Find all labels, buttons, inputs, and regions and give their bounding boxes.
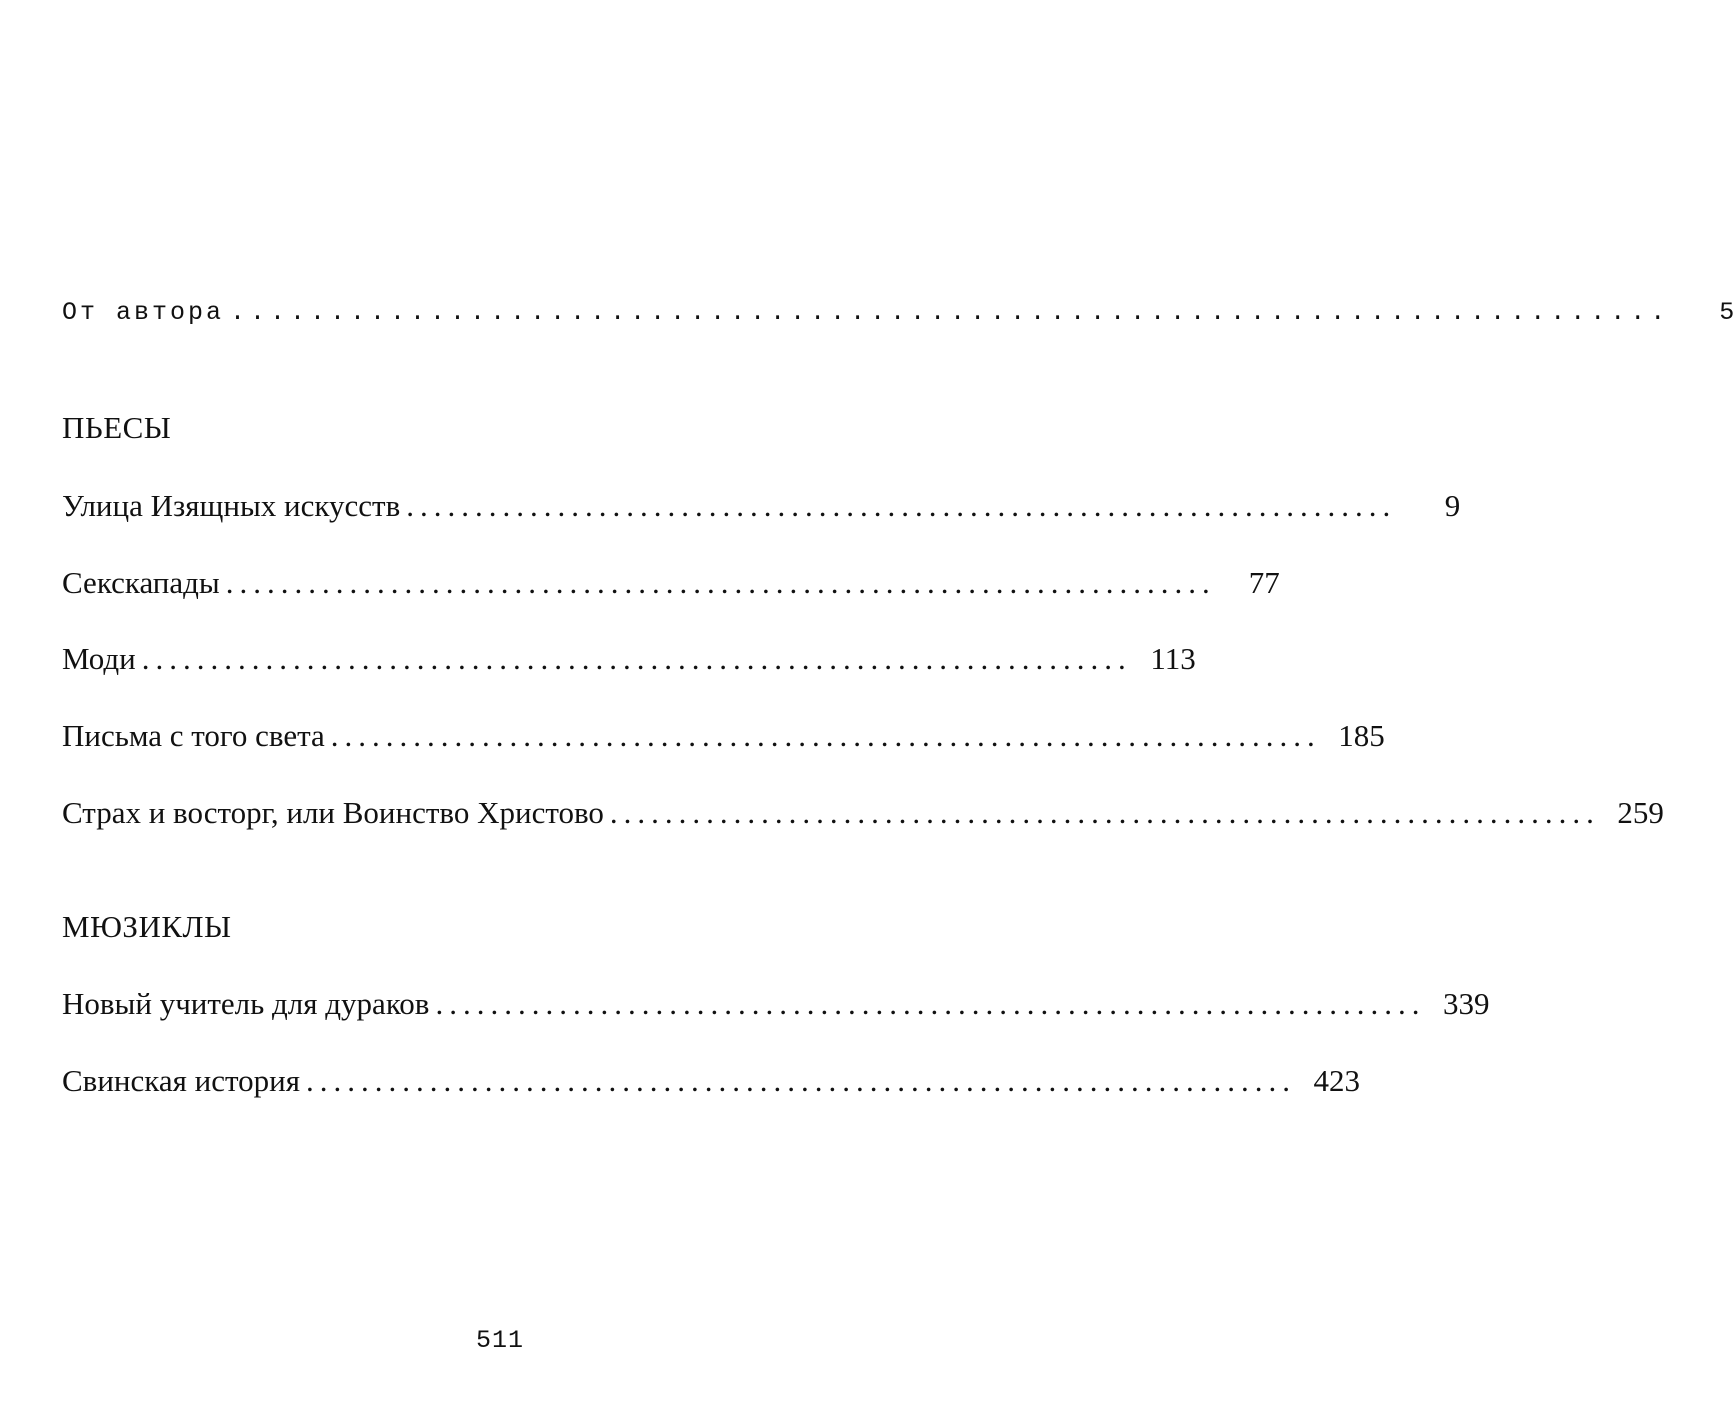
toc-entry-title: Страх и восторг, или Воинство Христово: [62, 795, 604, 830]
section-heading-musicals: МЮЗИКЛЫ: [62, 909, 232, 944]
toc-entry-page: 423: [1313, 1063, 1360, 1098]
toc-entry-title: От автора: [62, 298, 225, 327]
toc-entry-title: Улица Изящных искусств: [62, 488, 401, 523]
dot-leader: ........................................................................: [230, 298, 1671, 327]
toc-entry[interactable]: [62, 986, 1490, 1022]
toc-entry[interactable]: [62, 795, 1664, 831]
toc-entry-title: Новый учитель для дураков: [62, 986, 430, 1021]
section-heading-plays: ПЬЕСЫ: [62, 410, 172, 445]
toc-entry-page: 77: [1248, 565, 1280, 600]
toc-entry[interactable]: [62, 1063, 1360, 1099]
toc-entry-page: 113: [1150, 641, 1196, 676]
toc-entry-page: 9: [1444, 488, 1461, 523]
dot-leader: ........................................................................: [406, 488, 1397, 523]
dot-leader: ........................................................................: [305, 1063, 1296, 1098]
dot-leader: ........................................................................: [141, 641, 1132, 676]
toc-entry-page: 259: [1617, 795, 1664, 830]
toc-entry[interactable]: [62, 565, 1280, 601]
dot-leader: ........................................................................: [609, 795, 1600, 830]
page-number: 511: [475, 1326, 524, 1355]
toc-entry-page: 5: [1719, 298, 1734, 327]
dot-leader: ........................................................................: [225, 565, 1216, 600]
toc-entry-title: Секскапады: [62, 565, 220, 600]
toc-entry-page: 339: [1442, 986, 1490, 1021]
toc-entry[interactable]: [62, 718, 1385, 754]
toc-entry[interactable]: [62, 488, 1461, 524]
dot-leader: ........................................................................: [435, 986, 1426, 1021]
toc-entry-preface[interactable]: [62, 298, 1734, 327]
toc-entry[interactable]: [62, 641, 1196, 677]
toc-entry-title: Письма с того света: [62, 718, 325, 753]
toc-entry-page: 185: [1338, 718, 1385, 753]
dot-leader: ........................................................................: [330, 718, 1321, 753]
toc-entry-title: Моди: [62, 641, 136, 676]
toc-entry-title: Свинская история: [62, 1063, 300, 1098]
